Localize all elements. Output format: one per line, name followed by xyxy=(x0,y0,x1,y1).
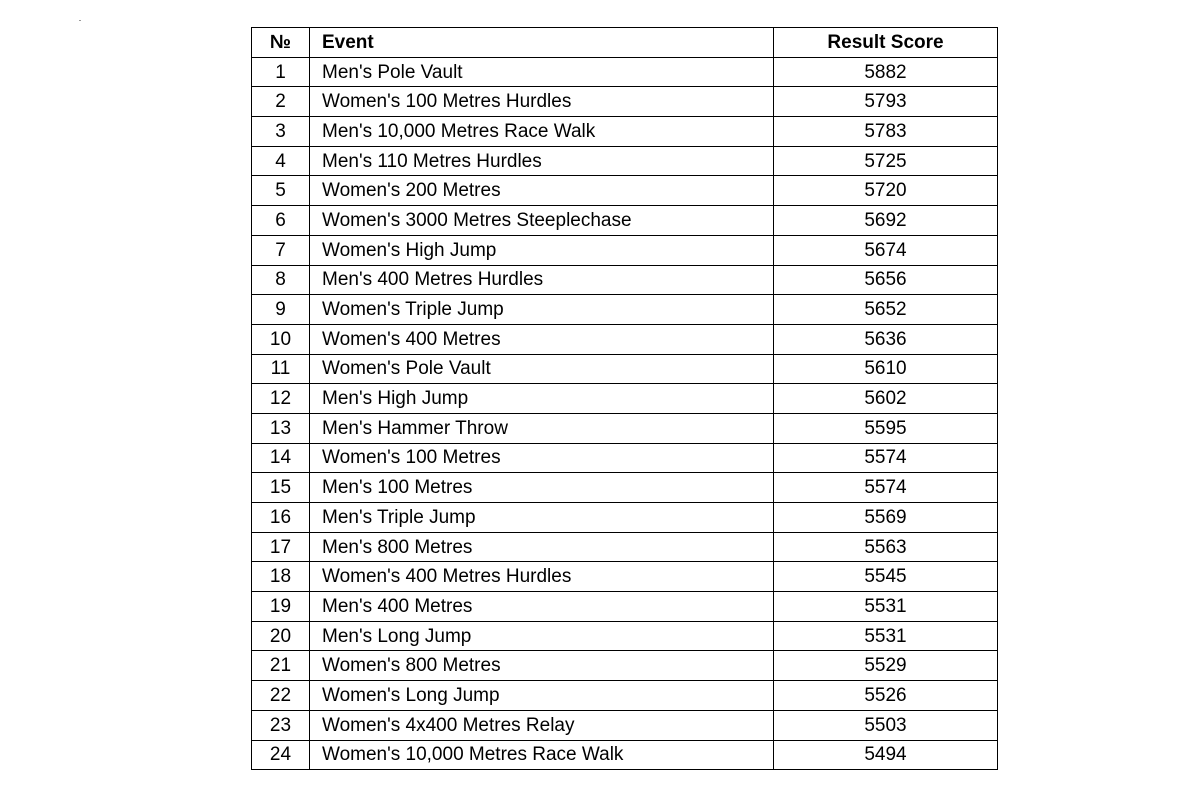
row-result-score: 5569 xyxy=(774,503,998,533)
row-number: 4 xyxy=(252,146,310,176)
row-number: 3 xyxy=(252,117,310,147)
table-row xyxy=(252,592,998,622)
row-result-score: 5526 xyxy=(774,681,998,711)
table-row xyxy=(252,295,998,325)
row-number: 8 xyxy=(252,265,310,295)
row-result-score: 5783 xyxy=(774,117,998,147)
row-result-score: 5545 xyxy=(774,562,998,592)
row-result-score: 5674 xyxy=(774,235,998,265)
row-event: Women's Pole Vault xyxy=(310,354,774,384)
row-result-score: 5720 xyxy=(774,176,998,206)
table-row xyxy=(252,621,998,651)
row-number: 2 xyxy=(252,87,310,117)
row-event: Women's 3000 Metres Steeplechase xyxy=(310,206,774,236)
row-event: Women's 10,000 Metres Race Walk xyxy=(310,740,774,770)
row-number: 1 xyxy=(252,57,310,87)
row-number: 20 xyxy=(252,621,310,651)
row-event: Men's 400 Metres Hurdles xyxy=(310,265,774,295)
row-result-score: 5882 xyxy=(774,57,998,87)
table-row xyxy=(252,384,998,414)
table-row xyxy=(252,562,998,592)
row-event: Women's 100 Metres xyxy=(310,443,774,473)
table-row xyxy=(252,146,998,176)
row-result-score: 5563 xyxy=(774,532,998,562)
row-number: 13 xyxy=(252,413,310,443)
row-number: 22 xyxy=(252,681,310,711)
row-result-score: 5531 xyxy=(774,592,998,622)
row-result-score: 5636 xyxy=(774,324,998,354)
table-row xyxy=(252,710,998,740)
row-number: 5 xyxy=(252,176,310,206)
row-event: Women's Long Jump xyxy=(310,681,774,711)
table-row xyxy=(252,354,998,384)
table-row xyxy=(252,206,998,236)
row-event: Women's 400 Metres Hurdles xyxy=(310,562,774,592)
row-result-score: 5692 xyxy=(774,206,998,236)
row-event: Men's 110 Metres Hurdles xyxy=(310,146,774,176)
row-result-score: 5652 xyxy=(774,295,998,325)
row-event: Women's 400 Metres xyxy=(310,324,774,354)
row-event: Women's 800 Metres xyxy=(310,651,774,681)
row-number: 23 xyxy=(252,710,310,740)
table-row xyxy=(252,324,998,354)
row-result-score: 5574 xyxy=(774,443,998,473)
row-result-score: 5602 xyxy=(774,384,998,414)
row-event: Women's High Jump xyxy=(310,235,774,265)
row-result-score: 5574 xyxy=(774,473,998,503)
table-row xyxy=(252,532,998,562)
row-result-score: 5595 xyxy=(774,413,998,443)
row-event: Men's 800 Metres xyxy=(310,532,774,562)
row-number: 10 xyxy=(252,324,310,354)
stray-mark xyxy=(79,20,81,21)
row-number: 12 xyxy=(252,384,310,414)
row-number: 18 xyxy=(252,562,310,592)
table-row xyxy=(252,117,998,147)
row-number: 21 xyxy=(252,651,310,681)
table-row xyxy=(252,176,998,206)
header-row xyxy=(252,28,998,58)
table-row xyxy=(252,235,998,265)
row-number: 9 xyxy=(252,295,310,325)
row-number: 16 xyxy=(252,503,310,533)
row-number: 7 xyxy=(252,235,310,265)
row-result-score: 5529 xyxy=(774,651,998,681)
row-result-score: 5531 xyxy=(774,621,998,651)
results-table xyxy=(251,27,998,770)
row-number: 15 xyxy=(252,473,310,503)
row-result-score: 5725 xyxy=(774,146,998,176)
table-row xyxy=(252,443,998,473)
row-result-score: 5793 xyxy=(774,87,998,117)
row-number: 6 xyxy=(252,206,310,236)
row-event: Women's 4x400 Metres Relay xyxy=(310,710,774,740)
row-result-score: 5494 xyxy=(774,740,998,770)
header-result-score: Result Score xyxy=(774,28,998,58)
row-event: Women's 200 Metres xyxy=(310,176,774,206)
table-row xyxy=(252,265,998,295)
table-row xyxy=(252,651,998,681)
row-event: Men's 10,000 Metres Race Walk xyxy=(310,117,774,147)
row-event: Women's 100 Metres Hurdles xyxy=(310,87,774,117)
table-header xyxy=(252,28,998,58)
row-number: 11 xyxy=(252,354,310,384)
row-number: 19 xyxy=(252,592,310,622)
table-row xyxy=(252,681,998,711)
table-row xyxy=(252,87,998,117)
row-event: Men's Hammer Throw xyxy=(310,413,774,443)
table-row xyxy=(252,503,998,533)
row-event: Women's Triple Jump xyxy=(310,295,774,325)
row-event: Men's 100 Metres xyxy=(310,473,774,503)
row-number: 17 xyxy=(252,532,310,562)
table-body xyxy=(252,57,998,770)
row-event: Men's 400 Metres xyxy=(310,592,774,622)
table-row xyxy=(252,740,998,770)
header-event: Event xyxy=(310,28,774,58)
row-result-score: 5610 xyxy=(774,354,998,384)
table-row xyxy=(252,413,998,443)
row-event: Men's Triple Jump xyxy=(310,503,774,533)
row-number: 24 xyxy=(252,740,310,770)
row-result-score: 5503 xyxy=(774,710,998,740)
row-number: 14 xyxy=(252,443,310,473)
row-event: Men's Long Jump xyxy=(310,621,774,651)
row-event: Men's Pole Vault xyxy=(310,57,774,87)
table-row xyxy=(252,57,998,87)
row-result-score: 5656 xyxy=(774,265,998,295)
table-row xyxy=(252,473,998,503)
header-number: № xyxy=(252,28,310,58)
row-event: Men's High Jump xyxy=(310,384,774,414)
